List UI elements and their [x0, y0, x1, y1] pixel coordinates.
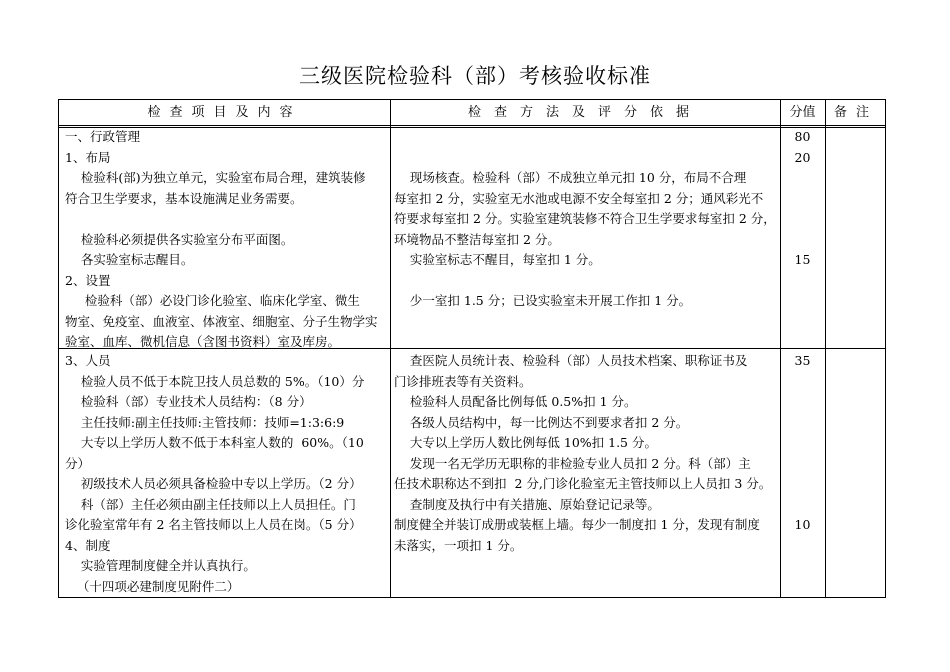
section2-content — [65, 351, 387, 597]
method-line: 任技术职称达不到扣 2 分,门诊化验室无主管技师以上人员扣 3 分。 — [394, 476, 772, 491]
header-note: 备注 — [833, 105, 878, 120]
section2-scores — [780, 351, 825, 536]
method-line: 制度健全并装订成册或装框上墙。每少一制度扣 1 分，发现有制度 — [394, 517, 760, 532]
header-score: 分值 — [789, 105, 816, 120]
score-value: 35 — [794, 353, 811, 368]
spacer — [780, 168, 825, 189]
section1-method — [394, 127, 778, 312]
method-line: 现场核查。检验科（部）不成独立单元扣 10 分，布局不合理 — [394, 170, 747, 185]
page-title: 三级医院检验科（部）考核验收标准 — [299, 64, 651, 88]
spacer — [780, 392, 825, 413]
method-line: 门诊排班表等有关资料。 — [394, 373, 532, 389]
content-line: 实验管理制度健全并认真执行。 — [65, 558, 256, 573]
method-line: 查制度及执行中有关措施、原始登记记录等。 — [394, 496, 660, 512]
method-line: 少一室扣 1.5 分；已设实验室未开展工作扣 1 分。 — [394, 293, 692, 308]
method-line — [394, 271, 778, 292]
method-line: 每室扣 2 分，实验室无水池或电源不安全每室扣 2 分；通风彩光不 — [394, 190, 764, 206]
method-line — [394, 148, 778, 169]
method-line: 各级人员结构中，每一比例达不到要求者扣 2 分。 — [394, 414, 689, 430]
spacer — [780, 474, 825, 495]
method-line: 环境物品不整洁每室扣 2 分。 — [394, 231, 560, 247]
content-line: 1、布局 — [65, 149, 111, 165]
spacer — [780, 433, 825, 454]
method-line: 未落实，一项扣 1 分。 — [394, 537, 523, 553]
content-line: 物室、免疫室、血液室、体液室、细胞室、分子生物学实 — [65, 313, 378, 329]
spacer — [780, 230, 825, 251]
score-value: 10 — [794, 517, 811, 532]
section1-content — [65, 127, 387, 353]
header-content: 检查项目及内容 — [147, 105, 302, 120]
content-line: 检验科（部）专业技术人员结构：（8 分） — [65, 394, 312, 409]
content-line: 4、制度 — [65, 537, 111, 553]
content-line: 一、行政管理 — [65, 129, 141, 144]
method-line: 检验科人员配备比例每低 0.5%扣 1 分。 — [394, 394, 637, 409]
spacer — [780, 413, 825, 434]
spacer — [780, 189, 825, 210]
content-line: 2、设置 — [65, 272, 111, 288]
content-line: 诊化验室常年有 2 名主管技师以上人员在岗。（5 分） — [65, 517, 362, 532]
section1-scores — [780, 127, 825, 271]
standards-table — [58, 99, 886, 598]
section2-method — [394, 351, 778, 556]
spacer — [780, 209, 825, 230]
method-line: 大专以上学历人数比例每低 10%扣 1.5 分。 — [394, 435, 657, 450]
method-line: 查医院人员统计表、检验科（部）人员技术档案、职称证书及 — [394, 353, 748, 368]
content-line: 检验科(部)为独立单元，实验室布局合理，建筑装修 — [65, 170, 366, 185]
spacer — [780, 372, 825, 393]
spacer — [780, 495, 825, 516]
content-line: 检验人员不低于本院卫技人员总数的 5%。（10）分 — [65, 373, 365, 389]
content-line: 科（部）主任必须由副主任技师以上人员担任。门 — [65, 496, 356, 512]
content-line: 3、人员 — [65, 353, 111, 368]
score-value: 20 — [794, 149, 811, 165]
content-line: 检验科必须提供各实验室分布平面图。 — [65, 231, 294, 247]
content-line: 初级技术人员必须具备检验中专以上学历。（2 分） — [65, 476, 362, 491]
content-line: 验室、血库、微机信息（含图书资料）室及库房。 — [65, 334, 341, 349]
score-value: 80 — [794, 129, 811, 144]
content-line: 各实验室标志醒目。 — [65, 252, 194, 267]
content-line: 检验科（部）必设门诊化验室、临床化学室、微生 — [65, 293, 360, 308]
content-line: 主任技师:副主任技师:主管技师：技师=1:3:6:9 — [65, 414, 345, 430]
method-line: 发现一名无学历无职称的非检验专业人员扣 2 分。科（部）主 — [394, 455, 751, 471]
content-line: 大专以上学历人数不低于本科室人数的 60%。（10 — [65, 435, 364, 450]
method-line: 实验室标志不醒目，每室扣 1 分。 — [394, 252, 601, 267]
header-method: 检查方法及评分依据 — [467, 105, 702, 120]
spacer — [780, 454, 825, 475]
method-line — [394, 127, 778, 148]
content-line — [65, 209, 387, 230]
content-line: （十四项必建制度见附件二） — [65, 578, 240, 594]
score-value: 15 — [794, 252, 811, 267]
content-line: 符合卫生学要求，基本设施满足业务需要。 — [65, 190, 303, 206]
method-line: 符要求每室扣 2 分。实验室建筑装修不符合卫生学要求每室扣 2 分， — [394, 211, 776, 226]
content-line: 分） — [65, 455, 91, 471]
